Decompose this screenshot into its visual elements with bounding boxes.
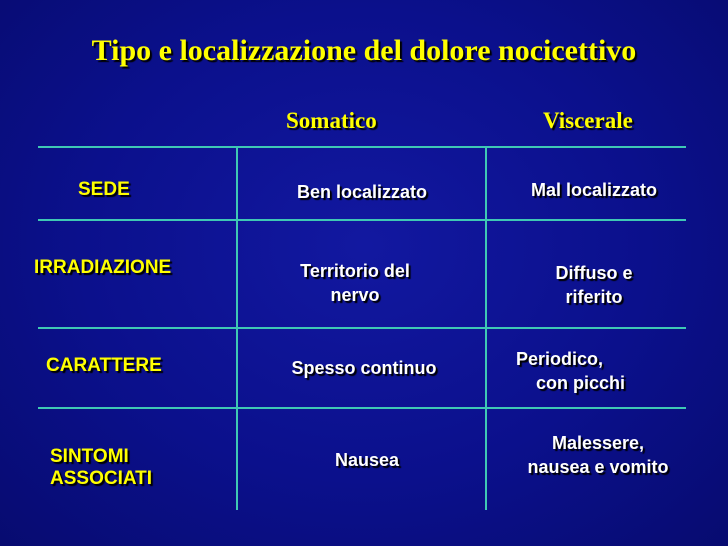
- cell-sede-viscerale: [494, 178, 694, 202]
- cell-carattere-viscerale: [516, 347, 625, 395]
- row-label-line: ASSOCIATI: [50, 468, 153, 489]
- cell-line: Nausea: [334, 450, 400, 470]
- cell-line: Mal localizzato: [530, 180, 658, 200]
- cell-line: Ben localizzato: [296, 182, 428, 202]
- row-label-irradiazione: [34, 257, 171, 279]
- grid-line-row3: [38, 407, 686, 409]
- cell-irradiazione-viscerale: [494, 261, 694, 309]
- grid-line-col2: [485, 148, 487, 510]
- column-header-somatico: Somatico: [286, 108, 377, 133]
- row-label-line: SINTOMI: [50, 446, 129, 467]
- grid-line-row1: [38, 219, 686, 221]
- cell-carattere-somatico: [254, 356, 474, 380]
- cell-line: Territorio del: [300, 261, 410, 281]
- row-label-carattere: [46, 355, 162, 377]
- row-label-line: CARATTERE: [46, 355, 162, 376]
- cell-line: riferito: [565, 287, 623, 307]
- grid-line-top: [38, 146, 686, 148]
- cell-line: Spesso continuo: [291, 358, 437, 378]
- slide-title: Tipo e localizzazione del dolore nocicettivo: [91, 34, 637, 67]
- grid-line-row2: [38, 327, 686, 329]
- cell-irradiazione-somatico: [245, 259, 465, 307]
- cell-sede-somatico: [252, 180, 472, 204]
- column-header-viscerale: Viscerale: [543, 108, 633, 133]
- grid-line-col1: [236, 148, 238, 510]
- row-label-sintomi-associati: [50, 446, 152, 490]
- cell-line: Diffuso e: [555, 263, 633, 283]
- cell-sintomi-viscerale: [498, 431, 698, 479]
- cell-line: con picchi: [536, 373, 626, 393]
- cell-sintomi-somatico: [257, 448, 477, 472]
- row-label-line: IRRADIAZIONE: [34, 257, 172, 278]
- cell-line: Malessere,: [551, 433, 645, 453]
- cell-line: Periodico,: [516, 349, 604, 369]
- cell-line: nervo: [330, 285, 380, 305]
- row-label-line: SEDE: [78, 179, 130, 200]
- cell-line: nausea e vomito: [527, 457, 669, 477]
- row-label-sede: [78, 179, 130, 201]
